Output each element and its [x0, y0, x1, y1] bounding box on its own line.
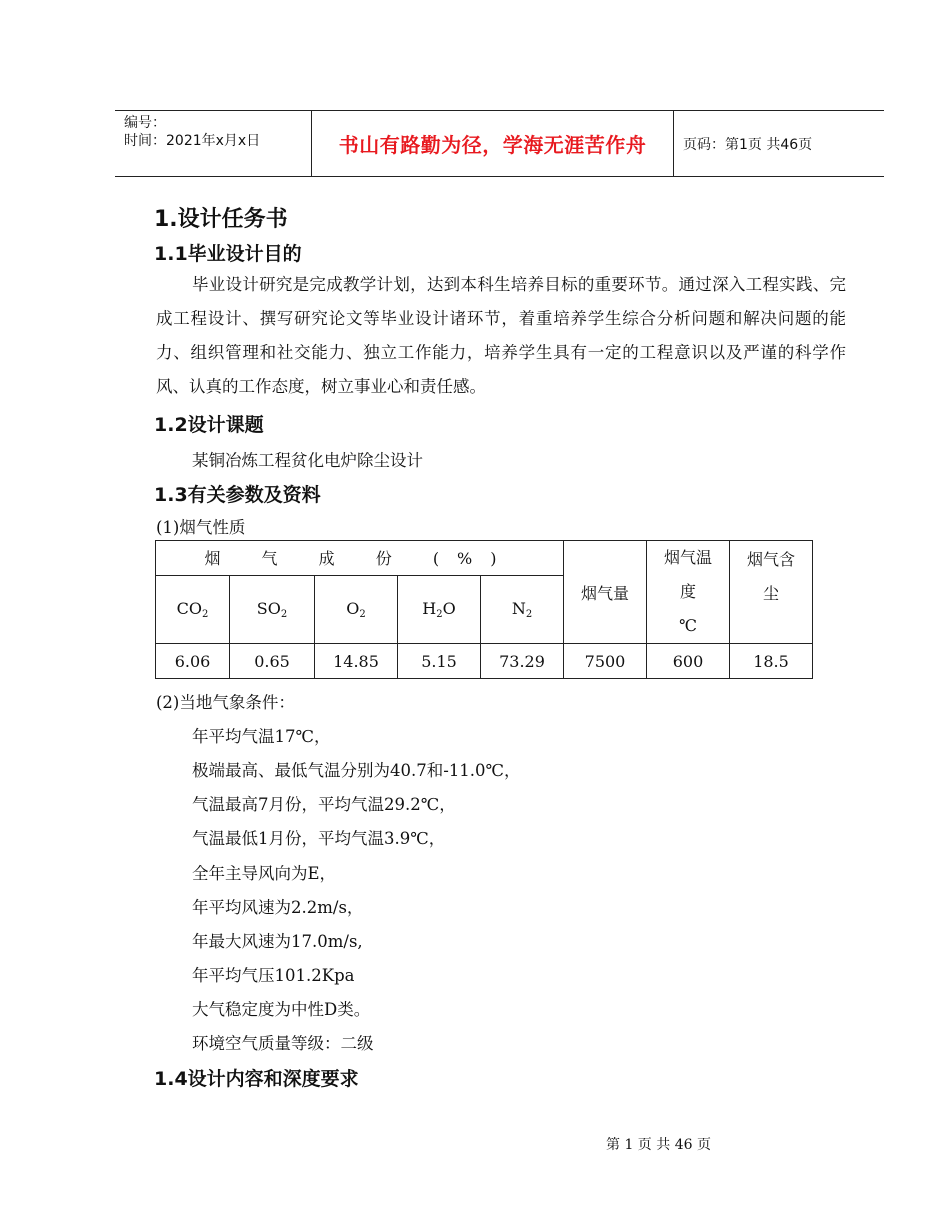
subsection-title-1-1: 1.1毕业设计目的 — [154, 243, 302, 265]
climate-line: 极端最高、最低气温分别为40.7和-11.0℃， — [192, 761, 521, 780]
value-n2: 73.29 — [481, 644, 564, 679]
header-motto: 书山有路勤为径，学海无涯苦作舟 — [311, 111, 674, 176]
climate-line: 大气稳定度为中性D类。 — [192, 1000, 371, 1019]
climate-line: 年平均气压101.2Kpa — [192, 966, 355, 985]
value-temperature: 600 — [647, 644, 730, 679]
subsection-title-1-4: 1.4设计内容和深度要求 — [154, 1068, 359, 1090]
gas-o2: O2 — [315, 575, 398, 643]
flue-gas-label: (1)烟气性质 — [156, 518, 246, 537]
section-title: 1.设计任务书 — [154, 207, 288, 232]
time-label: 时间：2021年x月x日 — [124, 133, 261, 149]
composition-header: 烟 气 成 份 (%) — [156, 541, 564, 576]
value-so2: 0.65 — [230, 644, 315, 679]
value-o2: 14.85 — [315, 644, 398, 679]
climate-line: 年最大风速为17.0m/s, — [192, 932, 363, 951]
header-meta — [115, 111, 311, 176]
climate-line: 气温最高7月份，平均气温29.2℃， — [192, 795, 456, 814]
gas-volume-header: 烟气量 — [564, 541, 647, 644]
header-page-info: 页码：第1页 共46页 — [683, 136, 813, 153]
climate-line: 全年主导风向为E， — [192, 864, 337, 883]
page-footer: 第 1 页 共 46 页 — [606, 1137, 711, 1153]
flue-gas-table — [155, 540, 813, 679]
climate-line: 年平均气温17℃， — [192, 727, 331, 746]
gas-h2o: H2O — [398, 575, 481, 643]
subsection-title-1-3: 1.3有关参数及资料 — [154, 484, 321, 506]
climate-label: (2)当地气象条件： — [156, 693, 295, 712]
value-h2o: 5.15 — [398, 644, 481, 679]
gas-n2: N2 — [481, 575, 564, 643]
subsection-title-1-2: 1.2设计课题 — [154, 414, 264, 436]
design-topic: 某铜冶炼工程贫化电炉除尘设计 — [192, 451, 423, 470]
value-co2: 6.06 — [156, 644, 230, 679]
dust-header: 烟气含 尘 — [730, 541, 813, 644]
purpose-paragraph: 毕业设计研究是完成教学计划，达到本科生培养目标的重要环节。通过深入工程实践、完成工程设计、撰写研究论文等毕业设计诸环节，着重培养学生综合分析问题和解决问题的能力、组织管理和社交能力、独立工作能力，培养学生具有一定的工程意识以及严谨的科学作风、认真的工作态度，树立事业心和责任感。 — [156, 275, 846, 396]
temperature-header: 烟气温 度 ℃ — [647, 541, 730, 644]
page-header — [115, 110, 884, 177]
climate-line: 年平均风速为2.2m/s， — [192, 898, 364, 917]
value-gas-volume: 7500 — [564, 644, 647, 679]
gas-co2: CO2 — [156, 575, 230, 643]
value-dust: 18.5 — [730, 644, 813, 679]
climate-line: 环境空气质量等级：二级 — [192, 1034, 374, 1053]
number-label: 编号： — [124, 115, 166, 131]
gas-so2: SO2 — [230, 575, 315, 643]
climate-line: 气温最低1月份，平均气温3.9℃， — [192, 829, 446, 848]
